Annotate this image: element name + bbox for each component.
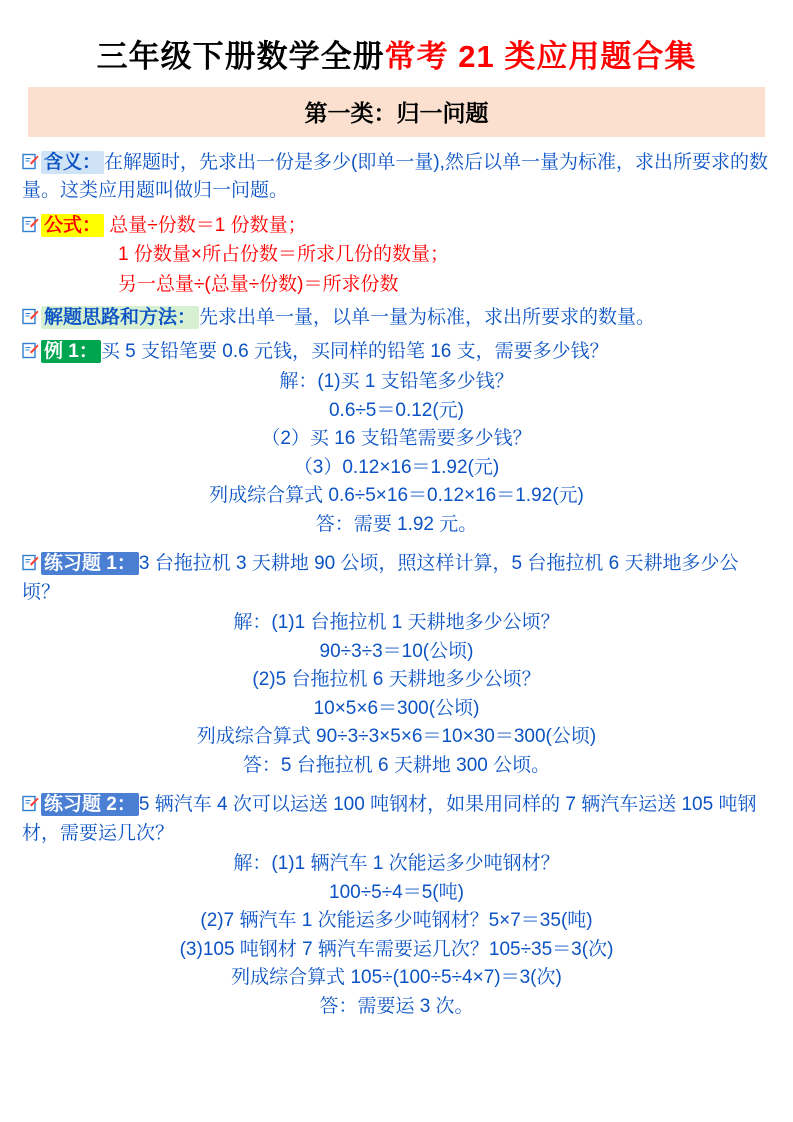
edit-note-icon: [22, 216, 39, 233]
practice1-steps: [22, 609, 771, 780]
practice2-question-row: [22, 791, 771, 848]
method-block: [22, 304, 771, 333]
edit-note-icon: [22, 308, 39, 325]
meaning-text: 在解题时，先求出一份是多少(即单一量),然后以单一量为标准，求出所要求的数量。这类应用题叫做归一问题。: [22, 151, 768, 202]
practice1-label: 练习题 1：: [41, 552, 139, 575]
example1-label: 例 1：: [41, 340, 101, 363]
page-title-highlight: 常考 21 类应用题合集: [384, 39, 697, 74]
method-text: 先求出单一量，以单一量为标准，求出所要求的数量。: [199, 307, 656, 329]
example1-question-row: [22, 338, 771, 367]
section-banner: 第一类：归一问题: [28, 87, 765, 137]
practice1-step-5: 列成综合算式 90÷3÷3×5×6＝10×30＝300(公顷): [196, 726, 597, 748]
practice1-question-row: [22, 550, 771, 607]
page-title: [22, 38, 771, 77]
practice2-steps: [22, 850, 771, 1021]
edit-note-icon: [22, 153, 39, 170]
formula-line-2: 1 份数量×所占份数＝所求几份的数量；: [118, 244, 449, 266]
edit-note-icon: [22, 795, 39, 812]
example1-step-5: 列成综合算式 0.6÷5×16＝0.12×16＝1.92(元): [209, 485, 584, 507]
practice1-question: 3 台拖拉机 3 天耕地 90 公顷，照这样计算，5 台拖拉机 6 天耕地多少公顷？: [22, 553, 739, 603]
practice2-step-5: 列成综合算式 105÷(100÷5÷4×7)＝3(次): [231, 967, 562, 989]
formula-line-3: 另一总量÷(总量÷份数)＝所求份数: [118, 273, 399, 295]
formula-line-1: 总量÷份数＝1 份数量；: [109, 214, 307, 236]
formula-line-1-row: [22, 211, 771, 240]
practice2-step-6: 答：需要运 3 次。: [319, 995, 474, 1017]
practice2-step-4: (3)105 吨钢材 7 辆汽车需要运几次？105÷35＝3(次): [179, 938, 614, 960]
practice1-step-4: 10×5×6＝300(公顷): [313, 697, 480, 719]
meaning-label: 含义：: [41, 151, 104, 174]
practice1-step-2: 90÷3÷3＝10(公顷): [319, 640, 474, 662]
example1-step-6: 答：需要 1.92 元。: [315, 513, 478, 535]
edit-note-icon: [22, 342, 39, 359]
example1-step-4: （3）0.12×16＝1.92(元): [293, 456, 500, 478]
practice1-step-3: (2)5 台拖拉机 6 天耕地多少公顷？: [252, 669, 541, 691]
practice1-step-6: 答：5 台拖拉机 6 天耕地 300 公顷。: [242, 754, 551, 776]
practice2-step-3: (2)7 辆汽车 1 次能运多少吨钢材？5×7＝35(吨): [200, 910, 593, 932]
example1-step-2: 0.6÷5＝0.12(元): [328, 399, 465, 421]
example1-step-1: 解：(1)买 1 支铅笔多少钱？: [279, 371, 514, 393]
practice1-step-1: 解：(1)1 台拖拉机 1 天耕地多少公顷？: [233, 612, 560, 634]
edit-note-icon: [22, 554, 39, 571]
example1-step-3: （2）买 16 支铅笔需要多少钱？: [261, 428, 532, 450]
example1-question: 买 5 支铅笔要 0.6 元钱，买同样的铅笔 16 支，需要多少钱？: [100, 340, 609, 362]
page-title-main: 三年级下册数学全册: [96, 39, 385, 74]
practice2-step-1: 解：(1)1 辆汽车 1 次能运多少吨钢材？: [233, 853, 560, 875]
practice1-block: [22, 550, 771, 780]
practice2-block: [22, 791, 771, 1021]
example1-block: [22, 338, 771, 540]
example1-steps: [22, 368, 771, 539]
practice2-step-2: 100÷5÷4＝5(吨): [329, 881, 464, 903]
formula-block: [22, 211, 771, 299]
practice2-label: 练习题 2：: [41, 793, 139, 816]
method-label: 解题思路和方法：: [41, 306, 199, 329]
practice2-question: 5 辆汽车 4 次可以运送 100 吨钢材，如果用同样的 7 辆汽车运送 105 吨钢材，需要运几次？: [22, 794, 757, 844]
meaning-block: [22, 149, 771, 206]
meaning-paragraph: [22, 149, 771, 206]
method-paragraph: [22, 304, 771, 333]
formula-label: 公式：: [41, 214, 104, 237]
